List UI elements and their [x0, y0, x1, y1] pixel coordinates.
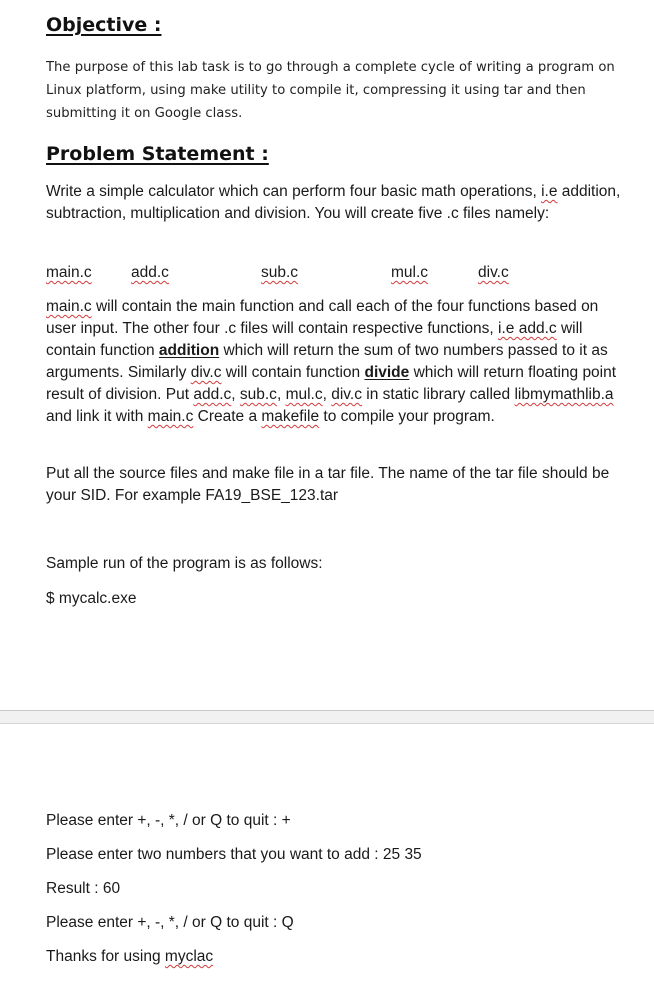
desc-text: which will return the sum of two numbers passed to it as arguments. Similarly	[46, 342, 608, 381]
tar-paragraph: Put all the source files and make file in a tar file. The name of the tar file should be your SID. For example FA19_BSE_123.tar	[46, 465, 610, 504]
file-main-c: main.c	[46, 264, 92, 281]
file-mul-c: mul.c	[391, 264, 429, 281]
desc-text: ,	[322, 386, 332, 403]
desc-text: will contain function	[221, 364, 365, 381]
sample-intro: Sample run of the program is as follows:	[46, 555, 323, 572]
desc-text: Create a	[193, 408, 262, 425]
objective-text: The purpose of this lab task is to go through a complete cycle of writing a program on Linux platform, using make utility to compile it, compressing it using tar and then submitting it on Google class.	[46, 60, 615, 121]
spell-flag-main-c: main.c	[46, 298, 92, 315]
spell-flag-div-c: div.c	[190, 364, 222, 381]
intro-text-1: Write a simple calculator which can perform four basic math operations,	[46, 183, 542, 200]
spell-flag-sub-c: sub.c	[239, 386, 277, 403]
sample-run-line-1: Please enter +, -, *, / or Q to quit : +	[46, 812, 291, 829]
spell-flag-lib: libmymathlib.a	[514, 386, 614, 403]
desc-text: will contain function	[46, 320, 583, 359]
desc-text: and link it with	[46, 408, 148, 425]
file-div-c: div.c	[478, 264, 509, 281]
sample-run-line-3: Result : 60	[46, 880, 121, 897]
sample-run-line-2: Please enter two numbers that you want to add : 25 35	[46, 846, 422, 863]
file-list	[0, 264, 654, 288]
spell-flag-ie: i.e	[541, 183, 558, 200]
objective-heading: Objective :	[46, 14, 162, 36]
spell-flag-makefile: makefile	[261, 408, 320, 425]
function-divide: divide	[364, 364, 410, 381]
spell-flag-ie-add: i.e add.c	[498, 320, 557, 337]
spell-flag-add-c: add.c	[193, 386, 232, 403]
desc-text: which will return floating point result of division. Put	[46, 364, 617, 403]
spell-flag-main-c-2: main.c	[147, 408, 194, 425]
file-sub-c: sub.c	[261, 264, 299, 281]
intro-text-2: addition, subtraction, multiplication and division. You will create five .c files namely:	[46, 183, 621, 222]
spell-flag-div-c-2: div.c	[331, 386, 362, 403]
desc-text: in static library called	[361, 386, 515, 403]
page-separator	[0, 710, 654, 724]
desc-text: ,	[231, 386, 240, 403]
description-paragraph	[46, 296, 626, 428]
spell-flag-mul-c: mul.c	[285, 386, 323, 403]
command-line: $ mycalc.exe	[46, 590, 137, 607]
desc-text: to compile your program.	[319, 408, 495, 425]
sample-run-line-5	[46, 948, 213, 966]
file-add-c: add.c	[131, 264, 169, 281]
spell-flag-myclac: myclac	[164, 948, 214, 965]
sample-run-line-4: Please enter +, -, *, / or Q to quit : Q	[46, 914, 294, 931]
function-addition: addition	[158, 342, 220, 359]
problem-statement-heading: Problem Statement :	[46, 143, 269, 165]
intro-paragraph	[46, 181, 626, 225]
thanks-text: Thanks for using	[46, 948, 165, 965]
desc-text: will contain the main function and call each of the four functions based on user input. The other four .c files will contain respective functions,	[46, 298, 599, 337]
desc-text: ,	[276, 386, 286, 403]
